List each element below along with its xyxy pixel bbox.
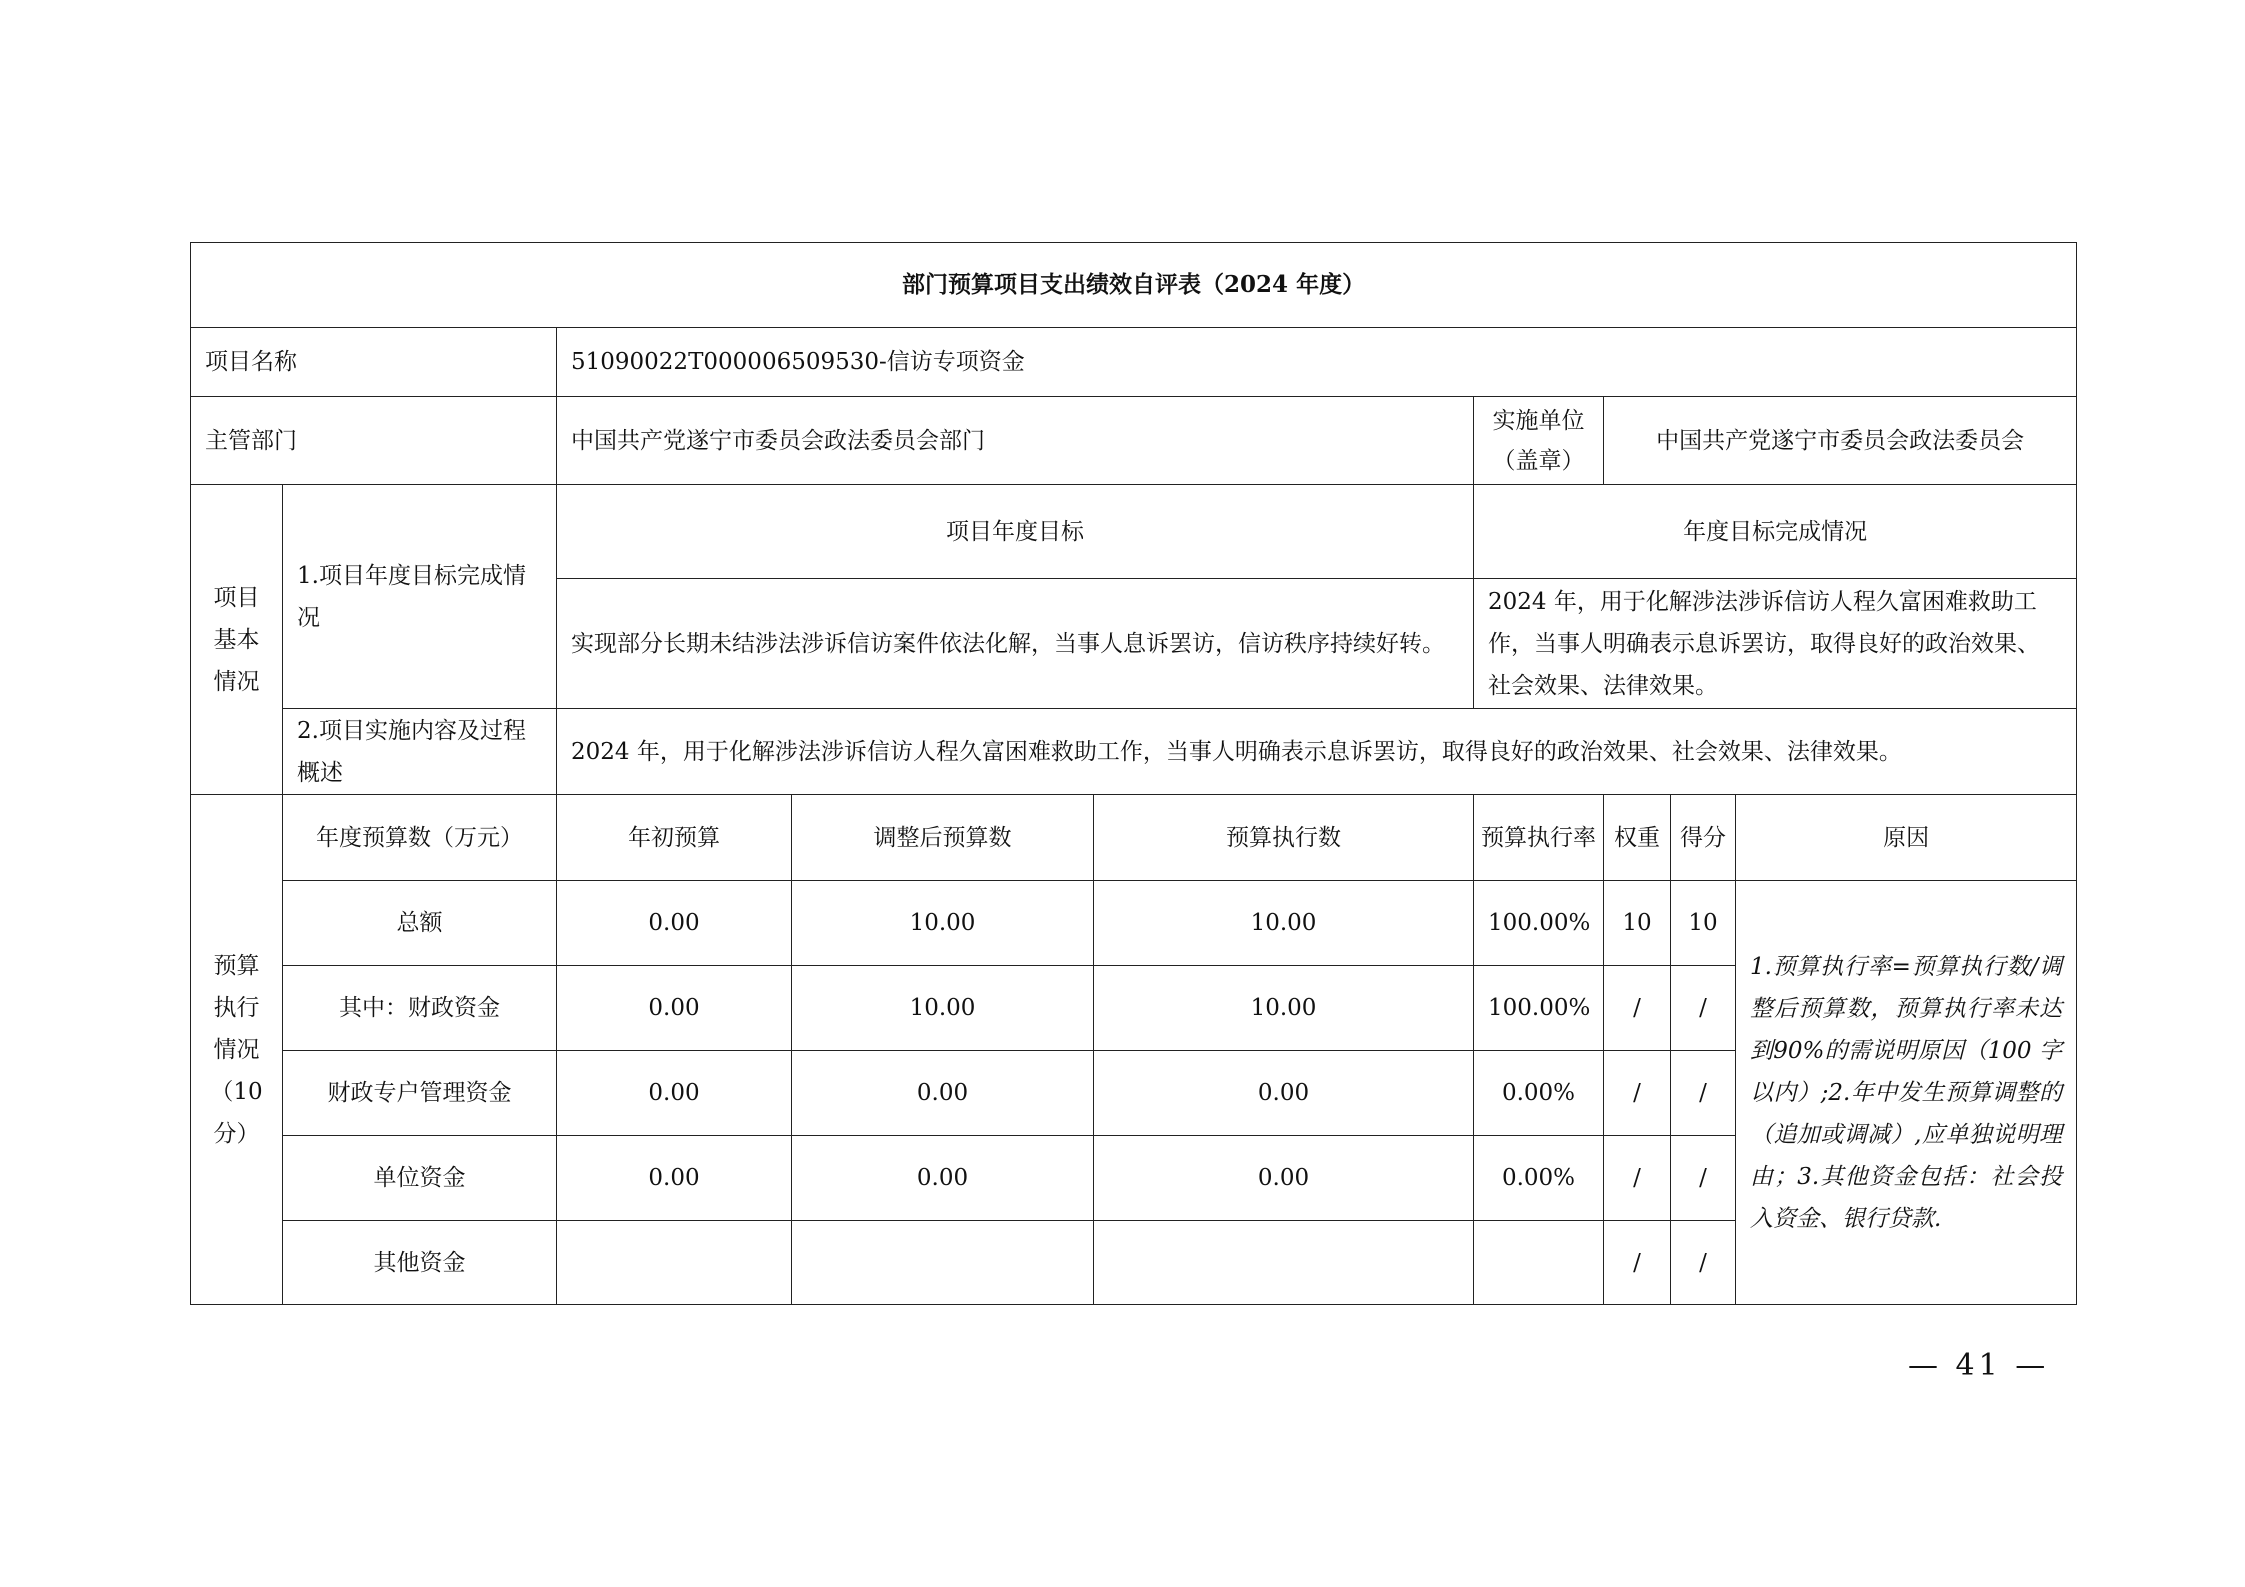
impl-unit-label-line2: （盖章）: [1492, 447, 1585, 474]
side-label-line: 情况: [213, 668, 260, 695]
budget-header-initial: 年初预算: [557, 795, 792, 881]
annual-goal-header: 项目年度目标: [557, 485, 1474, 579]
project-name-value: 51090022T000006509530-信访专项资金: [557, 328, 2077, 397]
dept-label: 主管部门: [191, 397, 557, 485]
budget-row-initial: [557, 1221, 792, 1305]
budget-row-weight: /: [1604, 1221, 1671, 1305]
budget-row-initial: 0.00: [557, 881, 792, 966]
budget-row-adjusted: 10.00: [792, 966, 1094, 1051]
budget-row-adjusted: [792, 1221, 1094, 1305]
budget-row-initial: 0.00: [557, 1051, 792, 1136]
budget-row-executed: 0.00: [1094, 1051, 1474, 1136]
side-label-line: （10: [210, 1078, 263, 1105]
budget-row-executed: 10.00: [1094, 966, 1474, 1051]
budget-row-adjusted: 10.00: [792, 881, 1094, 966]
implementation-text: 2024 年，用于化解涉法涉诉信访人程久富困难救助工作，当事人明确表示息诉罢访，取得良好的政治效果、社会效果、法律效果。: [557, 709, 2077, 795]
budget-row-weight: 10: [1604, 881, 1671, 966]
goal-completion-text: 2024 年，用于化解涉法涉诉信访人程久富困难救助工作，当事人明确表示息诉罢访，取得良好的政治效果、社会效果、法律效果。: [1474, 579, 2077, 709]
goal-completion-label: 1.项目年度目标完成情况: [283, 485, 557, 709]
project-name-label: 项目名称: [191, 328, 557, 397]
budget-reason-note: 1.预算执行率=预算执行数/调整后预算数，预算执行率未达到90%的需说明原因（100 字以内）;2.年中发生预算调整的（追加或调减）,应单独说明理由；3.其他资金包括：社会投入资金、银行贷款.: [1736, 881, 2077, 1305]
budget-row-executed: [1094, 1221, 1474, 1305]
side-label-line: 基本: [213, 626, 260, 653]
budget-row-initial: 0.00: [557, 1136, 792, 1221]
budget-row-executed: 10.00: [1094, 881, 1474, 966]
impl-unit-label-line1: 实施单位: [1492, 407, 1585, 434]
budget-row-score: 10: [1671, 881, 1736, 966]
dept-value: 中国共产党遂宁市委员会政法委员会部门: [557, 397, 1474, 485]
goal-completion-header: 年度目标完成情况: [1474, 485, 2077, 579]
budget-row-rate: 0.00%: [1474, 1051, 1604, 1136]
budget-row-adjusted: 0.00: [792, 1051, 1094, 1136]
budget-row-name: 其中：财政资金: [283, 966, 557, 1051]
budget-row-initial: 0.00: [557, 966, 792, 1051]
side-label-line: 执行: [213, 994, 260, 1021]
budget-row-score: /: [1671, 1221, 1736, 1305]
budget-row-score: /: [1671, 1051, 1736, 1136]
budget-header-weight: 权重: [1604, 795, 1671, 881]
budget-row-name: 财政专户管理资金: [283, 1051, 557, 1136]
page-number: — 41 —: [1908, 1348, 2050, 1383]
budget-row-name: 总额: [283, 881, 557, 966]
budget-row-adjusted: 0.00: [792, 1136, 1094, 1221]
side-label-line: 分）: [213, 1120, 260, 1147]
budget-row-rate: [1474, 1221, 1604, 1305]
budget-row-executed: 0.00: [1094, 1136, 1474, 1221]
budget-header-reason: 原因: [1736, 795, 2077, 881]
budget-header-rate: 预算执行率: [1474, 795, 1604, 881]
side-label-line: 预算: [213, 952, 260, 979]
budget-row-weight: /: [1604, 1136, 1671, 1221]
budget-header-adjusted: 调整后预算数: [792, 795, 1094, 881]
budget-row-name: 其他资金: [283, 1221, 557, 1305]
budget-row-rate: 100.00%: [1474, 966, 1604, 1051]
budget-row-weight: /: [1604, 966, 1671, 1051]
impl-unit-label: [1474, 397, 1604, 485]
impl-unit-value: 中国共产党遂宁市委员会政法委员会: [1604, 397, 2077, 485]
budget-header-executed: 预算执行数: [1094, 795, 1474, 881]
budget-row-name: 单位资金: [283, 1136, 557, 1221]
budget-header-score: 得分: [1671, 795, 1736, 881]
basic-info-side-label: [191, 485, 283, 795]
budget-header-item: 年度预算数（万元）: [283, 795, 557, 881]
budget-row-score: /: [1671, 966, 1736, 1051]
implementation-label: 2.项目实施内容及过程概述: [283, 709, 557, 795]
budget-row-weight: /: [1604, 1051, 1671, 1136]
self-evaluation-table: [190, 242, 2077, 1305]
side-label-line: 情况: [213, 1036, 260, 1063]
budget-row-rate: 0.00%: [1474, 1136, 1604, 1221]
side-label-line: 项目: [213, 584, 260, 611]
budget-side-label: [191, 795, 283, 1305]
table-title: 部门预算项目支出绩效自评表（2024 年度）: [191, 243, 2077, 328]
budget-row-rate: 100.00%: [1474, 881, 1604, 966]
budget-row-score: /: [1671, 1136, 1736, 1221]
annual-goal-text: 实现部分长期未结涉法涉诉信访案件依法化解，当事人息诉罢访，信访秩序持续好转。: [557, 579, 1474, 709]
